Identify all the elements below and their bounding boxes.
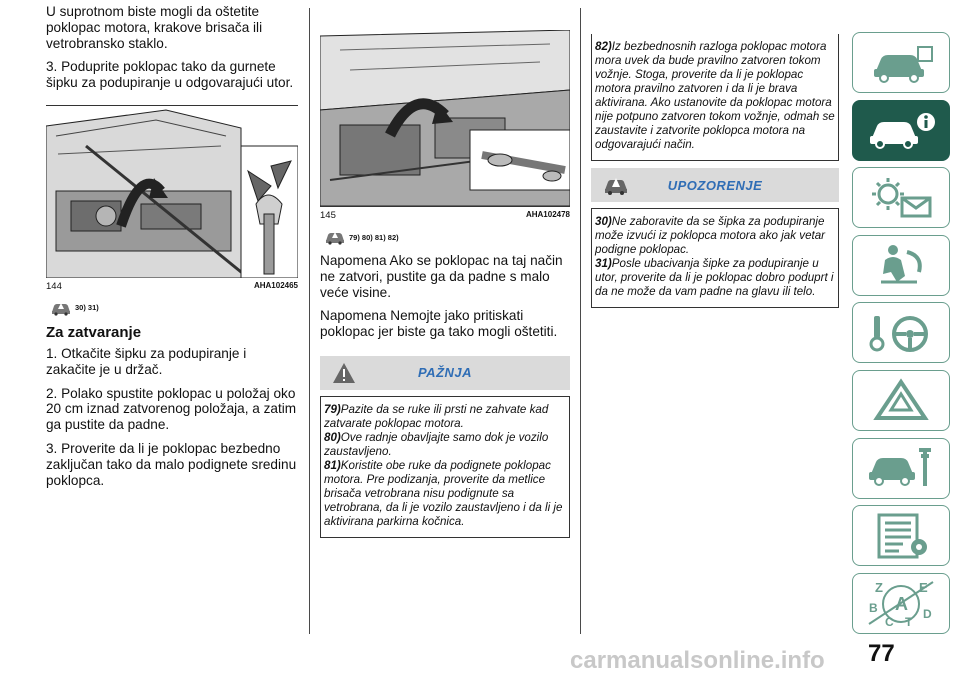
tab-emergency[interactable] [852,370,950,431]
svg-text:B: B [869,601,878,616]
close-step-3: 3. Proverite da li je poklopac bezbedno zaključan tako da malo podignete sredinu poklopca. [46,440,297,488]
upozorenje-header [591,168,839,202]
figure-144 [46,105,298,292]
pažnja-continued-box [591,34,839,161]
hood-support-illustration [46,106,298,278]
car-warning-icon [603,174,629,196]
tab-car-overview[interactable] [852,32,950,93]
warning-title: PAŽNJA [417,365,473,381]
warning-title: UPOZORENJE [667,177,763,193]
warning-item-82: 82)Iz bezbednosnih razloga poklopac motora mora uvek da bude pravilno zatvoren tokom vožnje. Stoga, proverite da li je poklopac motora pravilno zatvoren i da li je brava aktivirana. Ako ustanovite da poklopac motora nije potpuno zatvoren tokom vožnje, odmah se zaustavite i zatvorite poklopca motora na odgovarajući način. [595,40,835,151]
page-number: 77 [868,640,895,667]
alphabetical-index-icon [865,578,937,628]
figure-144-number: 144 [46,280,62,292]
car-warning-icon [324,229,346,245]
pažnja-header [320,356,570,390]
warning-item-30: 30)Ne zaboravite da se šipka za podupiranje može izvući iz poklopca motora ako jak vetar podigne poklopac. [595,215,826,256]
upozorenje-box [591,208,839,308]
svg-text:E: E [919,580,928,596]
tab-warning-lights[interactable] [852,167,950,228]
car-warning-icon [50,300,72,316]
starting-driving-icon [866,310,936,356]
car-overview-icon [866,43,936,83]
watermark: carmanualsonline.info [570,647,825,674]
note-1: Napomena Ako se poklopac na taj način ne zatvori, pustite ga da padne s malo veće visine. [320,253,563,300]
airbag-safety-icon [871,242,931,288]
column-divider-2 [580,8,581,634]
refs-79-82 [324,229,570,245]
tab-car-info[interactable] [852,100,950,161]
pažnja-box [320,396,570,538]
note-2: Napomena Nemojte jako pritiskati poklopac jer biste ga tako mogli oštetiti. [320,308,558,340]
svg-text:Z: Z [875,580,883,596]
refs-30-31 [50,300,298,316]
tab-starting-driving[interactable] [852,302,950,363]
svg-text:A: A [895,594,908,615]
refs-text: 79) 80) 81) 82) [349,232,399,242]
figure-145-number: 145 [320,210,336,221]
emergency-warning-icon [871,378,931,422]
figure-145-caption [320,207,570,221]
warning-item-80: 80)Ove radnje obavljajte samo dok je vozilo zaustavljeno. [324,430,549,458]
close-step-2: 2. Polako spustite poklopac u položaj oko 20 cm iznad zatvorenog položaja, a zatim ga pustite da padne. [46,385,297,433]
close-step-1: 1. Otkačite šipku za podupiranje i zakačite je u držač. [46,345,247,377]
tab-airbag-safety[interactable] [852,235,950,296]
svg-text:T: T [905,615,913,629]
tab-maintenance[interactable] [852,438,950,499]
technical-data-icon [869,513,933,559]
tab-technical-data[interactable] [852,505,950,566]
figure-145 [320,30,570,221]
tab-alphabetical-index[interactable] [852,573,950,634]
figure-145-code: AHA102478 [525,210,570,219]
column-3 [591,34,839,308]
warning-item-81: 81)Koristite obe ruke da podignete poklopac motora. Pre podizanja, proverite da metlice brisača vetrobrana nisu podignute sa vetrobrana, da li je vozilo zaustavljeno i da li je aktivirana parkirna kočnica. [324,458,563,528]
car-info-icon [866,110,936,150]
column-divider-1 [309,8,310,634]
step-3-paragraph: 3. Poduprite poklopac tako da gurnete šipku za podupiranje u odgovarajući utor. [46,59,294,91]
intro-paragraph: U suprotnom biste mogli da oštetite poklopac motora, krakove brisača ili vetrobransko staklo. [46,4,263,51]
warning-lights-messages-icon [866,176,936,220]
car-maintenance-icon [865,446,937,490]
warning-triangle-icon [332,362,356,384]
warning-item-31: 31)Posle ubacivanja šipke za podupiranje u utor, proverite da li je poklopac dobro poduprt i da ne može da vam padne na glavu ili telo. [595,257,834,298]
column-2 [320,30,570,538]
section-heading: Za zatvaranje [46,323,142,341]
chapter-sidebar [852,32,952,640]
figure-144-code: AHA102465 [253,280,298,290]
hood-closing-illustration [320,30,570,206]
svg-text:C: C [885,615,894,629]
warning-item-79: 79)Pazite da se ruke ili prsti ne zahvate kad zatvarate poklopac motora. [324,402,549,430]
column-1 [46,4,298,496]
refs-text: 30) 31) [75,303,99,313]
figure-144-caption [46,278,298,292]
svg-text:D: D [923,607,932,622]
